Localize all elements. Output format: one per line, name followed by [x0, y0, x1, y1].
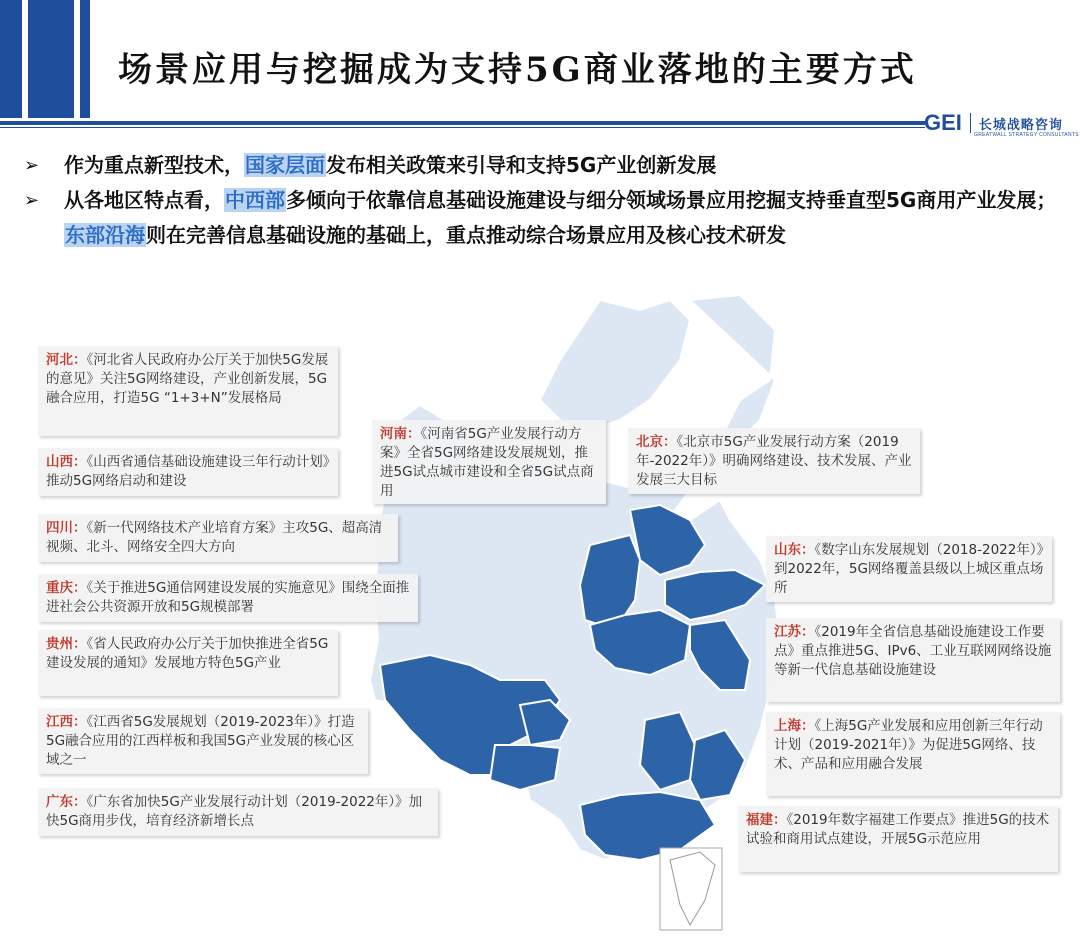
region-name: 广东：: [46, 794, 87, 810]
logo-separator: [970, 113, 971, 133]
highlight-text: 东部沿海: [65, 223, 145, 247]
arrow-bullet-icon: ➢: [24, 190, 40, 211]
region-policy-text: 《新一代网络技术产业培育方案》主攻5G、超高清视频、北斗、网络安全四大方向: [46, 520, 383, 555]
region-policy-text: 《2019年全省信息基础设施建设工作要点》重点推进5G、IPv6、工业互联网网络设施等新一代信息基础设施建设: [774, 624, 1052, 678]
region-card-shanxi: [38, 448, 338, 496]
region-name: 贵州：: [46, 636, 87, 652]
header-accent-bar: [0, 0, 22, 118]
header-divider: [0, 121, 925, 125]
region-name: 福建：: [746, 812, 787, 828]
region-policy-text: 《江西省5G发展规划（2019-2023年）》打造5G融合应用的江西样板和我国5G产业发展的核心区域之一: [46, 714, 355, 768]
south-china-sea-inset: [660, 848, 722, 930]
region-policy-text: 《河南省5G产业发展行动方案》全省5G网络建设发展规划，推进5G试点城市建设和全省5G试点商用: [380, 426, 594, 499]
region-policy-text: 《上海5G产业发展和应用创新三年行动计划（2019-2021年）》为促进5G网络、技术、产品和应用融合发展: [774, 718, 1043, 772]
highlight-text: 国家层面: [245, 153, 325, 177]
region-name: 江苏：: [774, 624, 815, 640]
region-name: 上海：: [774, 718, 815, 734]
bullet-text: 作为重点新型技术，国家层面发布相关政策来引导和支持5G产业创新发展: [64, 153, 717, 177]
region-policy-text: 《2019年数字福建工作要点》推进5G的技术试验和商用试点建设，开展5G示范应用: [746, 812, 1050, 847]
bullet-item: [24, 148, 1064, 183]
region-card-guangdong: [38, 788, 438, 836]
bullet-text: 从各地区特点看，中西部多倾向于依靠信息基础设施建设与细分领域场景应用挖掘支持垂直型5G商用产业发展；东部沿海则在完善信息基础设施的基础上，重点推动综合场景应用及核心技术研发: [64, 188, 1057, 247]
region-policy-text: 《广东省加快5G产业发展行动计划（2019-2022年）》加快5G商用步伐，培育经济新增长点: [46, 794, 423, 829]
region-name: 江西：: [46, 714, 87, 730]
logo-mark: GEI: [924, 110, 962, 135]
region-card-jiangxi: [38, 708, 368, 774]
region-card-fujian: [738, 806, 1058, 872]
header-divider-thin: [0, 127, 925, 128]
bullet-item: [24, 183, 1064, 253]
region-name: 四川：: [46, 520, 87, 536]
region-card-henan: [372, 420, 606, 504]
region-policy-text: 《数字山东发展规划（2018-2022年）》到2022年，5G网络覆盖县级以上城区重点场所: [774, 542, 1044, 596]
region-card-sichuan: [38, 514, 398, 562]
bullet-list: [24, 148, 1064, 253]
region-card-beijing: [628, 428, 920, 494]
region-card-shanghai: [766, 712, 1060, 796]
highlight-text: 中西部: [225, 188, 285, 212]
arrow-bullet-icon: ➢: [24, 155, 40, 176]
region-name: 河北：: [46, 352, 87, 368]
map-base-light: [540, 300, 690, 430]
region-name: 山东：: [774, 542, 815, 558]
region-name: 河南：: [380, 426, 421, 442]
region-policy-text: 《河北省人民政府办公厅关于加快5G发展的意见》关注5G网络建设，产业创新发展，5G融合应用，打造5G “1+3+N”发展格局: [46, 352, 329, 406]
region-name: 北京：: [636, 434, 677, 450]
region-policy-text: 《山西省通信基础设施建设三年行动计划》推动5G网络启动和建设: [46, 454, 330, 489]
region-card-guizhou: [38, 630, 338, 696]
logo-english-name: GREATWALL STRATEGY CONSULTANTS: [974, 132, 1079, 138]
region-card-chongqing: [38, 574, 418, 622]
china-map: [360, 288, 780, 938]
region-name: 山西：: [46, 454, 87, 470]
region-name: 重庆：: [46, 580, 87, 596]
region-policy-text: 《北京市5G产业发展行动方案（2019年-2022年）》明确网络建设、技术发展、产业发展三大目标: [636, 434, 912, 488]
region-policy-text: 《省人民政府办公厅关于加快推进全省5G建设发展的通知》发展地方特色5G产业: [46, 636, 329, 671]
region-card-jiangsu: [766, 618, 1060, 702]
region-card-shandong: [766, 536, 1052, 602]
page-title: 场景应用与挖掘成为支持5G商业落地的主要方式: [118, 50, 917, 90]
header-accent-bar: [80, 0, 90, 118]
header-accent-bar: [28, 0, 74, 118]
region-card-hebei: [38, 346, 338, 436]
region-policy-text: 《关于推进5G通信网建设发展的实施意见》围绕全面推进社会公共资源开放和5G规模部署: [46, 580, 410, 615]
logo-chinese-name: 长城战略咨询: [978, 117, 1063, 133]
